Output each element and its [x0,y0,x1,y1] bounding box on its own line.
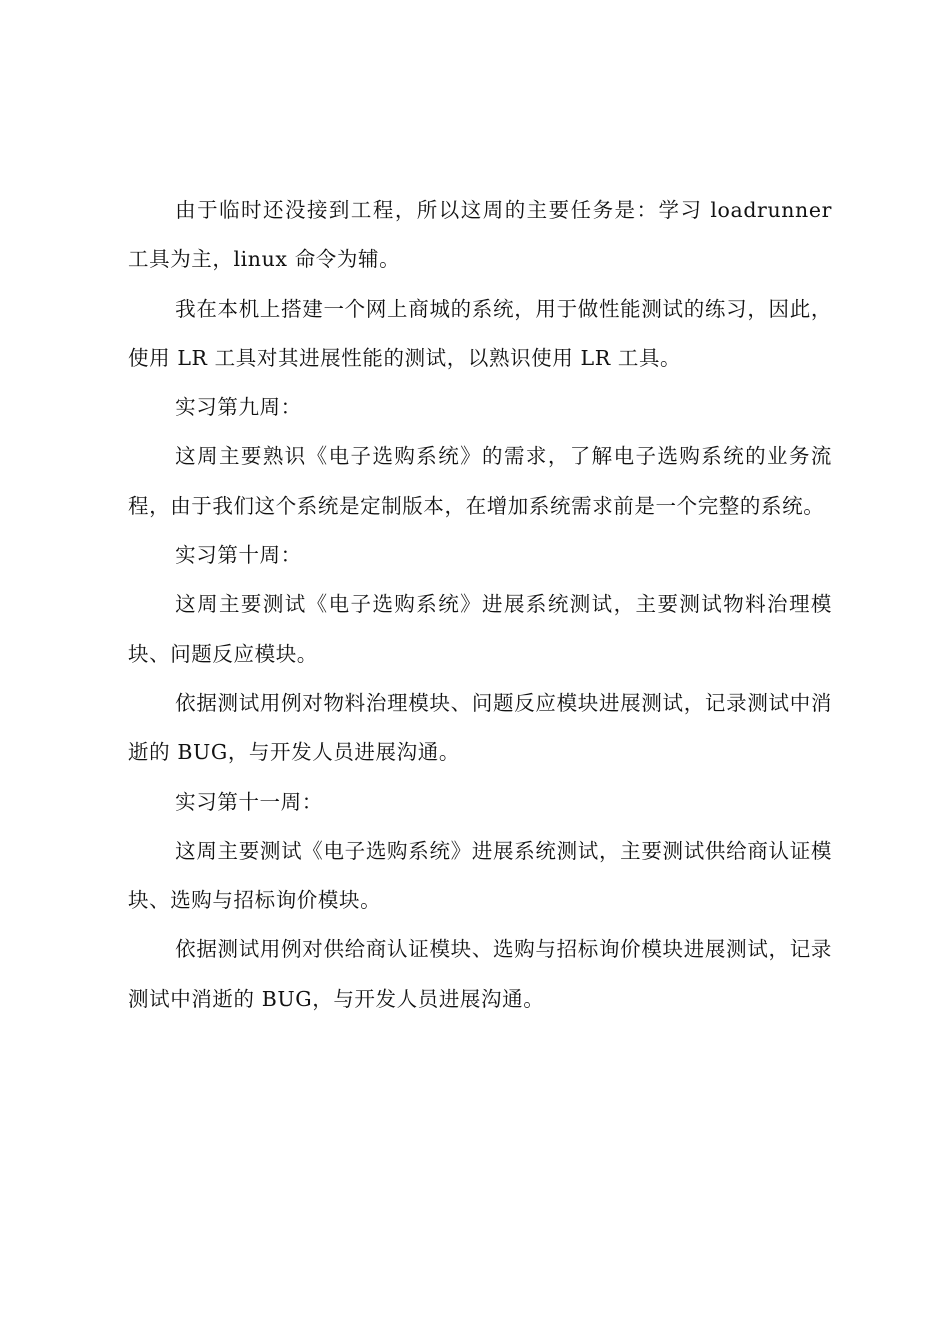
paragraph-week-9: 这周主要熟识《电子选购系统》的需求，了解电子选购系统的业务流程，由于我们这个系统是定制版本，在增加系统需求前是一个完整的系统。 [128,444,832,518]
paragraph-week-intro: 由于临时还没接到工程，所以这周的主要任务是：学习 loadrunner 工具为主，linux 命令为辅。 [128,198,832,272]
paragraph-week-10-scope: 这周主要测试《电子选购系统》进展系统测试，主要测试物料治理模块、问题反应模块。 [128,592,832,666]
heading-week-9: 实习第九周： [175,395,302,420]
paragraph-week-10-testing: 依据测试用例对物料治理模块、问题反应模块进展测试，记录测试中消逝的 BUG，与开发人员进展沟通。 [128,690,832,765]
heading-week-11: 实习第十一周： [175,789,323,814]
paragraph-week-11-scope: 这周主要测试《电子选购系统》进展系统测试，主要测试供给商认证模块、选购与招标询价模块。 [128,838,832,913]
heading-week-10: 实习第十周： [175,543,302,568]
paragraph-lr-practice: 我在本机上搭建一个网上商城的系统，用于做性能测试的练习，因此，使用 LR 工具对其进展性能的测试，以熟识使用 LR 工具。 [128,296,832,370]
paragraph-week-11-testing: 依据测试用例对供给商认证模块、选购与招标询价模块进展测试，记录测试中消逝的 BUG，与开发人员进展沟通。 [128,937,832,1011]
document-body [128,186,832,1024]
